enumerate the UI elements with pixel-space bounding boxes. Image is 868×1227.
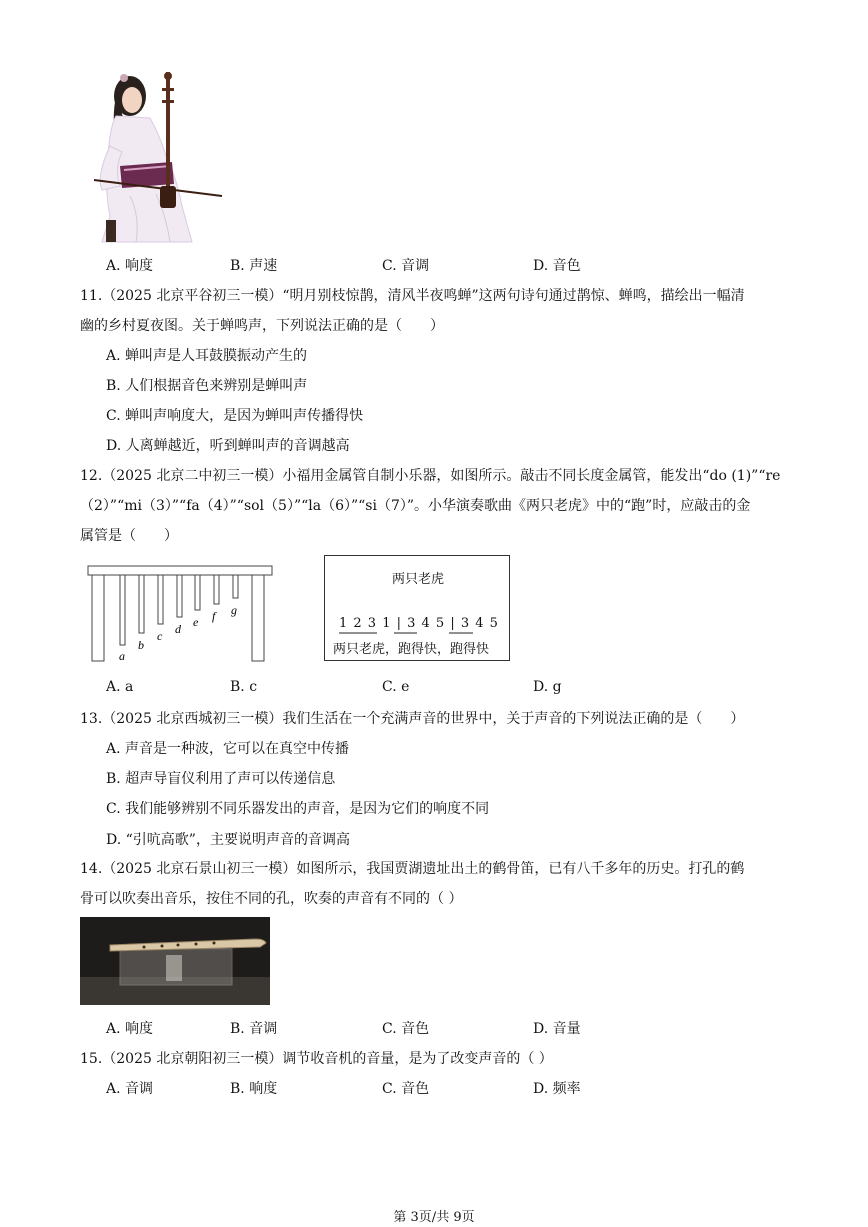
q14-option-d[interactable]: D. 音量 bbox=[533, 1021, 581, 1037]
q10-option-d[interactable]: D. 音色 bbox=[533, 258, 581, 274]
q14-option-b[interactable]: B. 音调 bbox=[230, 1021, 278, 1037]
bone-flute-photo bbox=[80, 917, 270, 1005]
q12-option-c[interactable]: C. e bbox=[382, 679, 410, 695]
tube-label-c: c bbox=[157, 629, 163, 643]
q10-option-c[interactable]: C. 音调 bbox=[382, 258, 430, 274]
q13-option-a[interactable]: A. 声音是一种波，它可以在真空中传播 bbox=[106, 741, 350, 757]
q11-option-c[interactable]: C. 蝉叫声响度大，是因为蝉叫声传播得快 bbox=[106, 408, 364, 424]
q15-stem: 15.（2025 北京朝阳初三一模）调节收音机的音量，是为了改变声音的（ ） bbox=[80, 1051, 553, 1067]
music-score-box bbox=[324, 555, 510, 661]
q10-option-b[interactable]: B. 声速 bbox=[230, 258, 278, 274]
q12-stem-line2: （2）”“mi（3）”“fa（4）”“sol（5）”“la（6）”“si（7）”。小华演奏歌曲《两只老虎》中的“跑”时，应敲击的金 bbox=[80, 498, 751, 514]
score-notes: 1 2 3 1 | 3 4 5 | 3 4 5 bbox=[339, 616, 498, 631]
score-underlines bbox=[339, 632, 499, 636]
q13-stem: 13.（2025 北京西城初三一模）我们生活在一个充满声音的世界中，关于声音的下列说法正确的是（ ） bbox=[80, 711, 745, 727]
tube-label-g: g bbox=[231, 603, 237, 617]
tube-label-d: d bbox=[175, 622, 181, 636]
q12-option-d[interactable]: D. g bbox=[533, 679, 562, 695]
page-footer: 第 3页/共 9页 bbox=[393, 1210, 475, 1225]
q11-stem-line1: 11.（2025 北京平谷初三一模）“明月别枝惊鹊，清风半夜鸣蝉”这两句诗句通过鹊惊、蝉鸣，描绘出一幅清 bbox=[80, 288, 745, 304]
q11-option-d[interactable]: D. 人离蝉越近，听到蝉叫声的音调越高 bbox=[106, 438, 350, 454]
q12-stem-line1: 12.（2025 北京二中初三一模）小福用金属管自制小乐器，如图所示。敲击不同长度金属管，能发出“do (1)”“re bbox=[80, 468, 781, 484]
q11-option-b[interactable]: B. 人们根据音色来辨别是蝉叫声 bbox=[106, 378, 308, 394]
q15-option-d[interactable]: D. 频率 bbox=[533, 1081, 581, 1097]
tube-label-e: e bbox=[193, 615, 199, 629]
q14-stem-line1: 14.（2025 北京石景山初三一模）如图所示，我国贾湖遗址出土的鹤骨笛，已有八千多年的历史。打孔的鹤 bbox=[80, 861, 745, 877]
q14-option-a[interactable]: A. 响度 bbox=[106, 1021, 154, 1037]
q11-option-a[interactable]: A. 蝉叫声是人耳鼓膜振动产生的 bbox=[106, 348, 308, 364]
q13-option-d[interactable]: D. “引吭高歌”，主要说明声音的音调高 bbox=[106, 832, 350, 848]
q14-option-c[interactable]: C. 音色 bbox=[382, 1021, 430, 1037]
q12-option-b[interactable]: B. c bbox=[230, 679, 258, 695]
q12-option-a[interactable]: A. a bbox=[106, 679, 134, 695]
q11-stem-line2: 幽的乡村夏夜图。关于蝉鸣声，下列说法正确的是（ ） bbox=[80, 318, 444, 334]
q12-stem-line3: 属管是（ ） bbox=[80, 528, 178, 544]
q10-option-a[interactable]: A. 响度 bbox=[106, 258, 154, 274]
erhu-player-image bbox=[80, 66, 230, 244]
q15-option-c[interactable]: C. 音色 bbox=[382, 1081, 430, 1097]
score-lyrics: 两只老虎，跑得快，跑得快 bbox=[333, 642, 490, 657]
q14-stem-line2: 骨可以吹奏出音乐，按住不同的孔，吹奏的声音有不同的（ ） bbox=[80, 891, 463, 907]
score-title: 两只老虎 bbox=[391, 572, 444, 587]
q13-option-b[interactable]: B. 超声导盲仪利用了声可以传递信息 bbox=[106, 771, 336, 787]
tube-label-f: f bbox=[212, 609, 216, 623]
tube-label-a: a bbox=[119, 649, 125, 663]
q15-option-a[interactable]: A. 音调 bbox=[106, 1081, 154, 1097]
tube-label-b: b bbox=[138, 638, 144, 652]
metal-tube-instrument-diagram bbox=[86, 562, 276, 666]
q13-option-c[interactable]: C. 我们能够辨别不同乐器发出的声音，是因为它们的响度不同 bbox=[106, 801, 490, 817]
q15-option-b[interactable]: B. 响度 bbox=[230, 1081, 278, 1097]
